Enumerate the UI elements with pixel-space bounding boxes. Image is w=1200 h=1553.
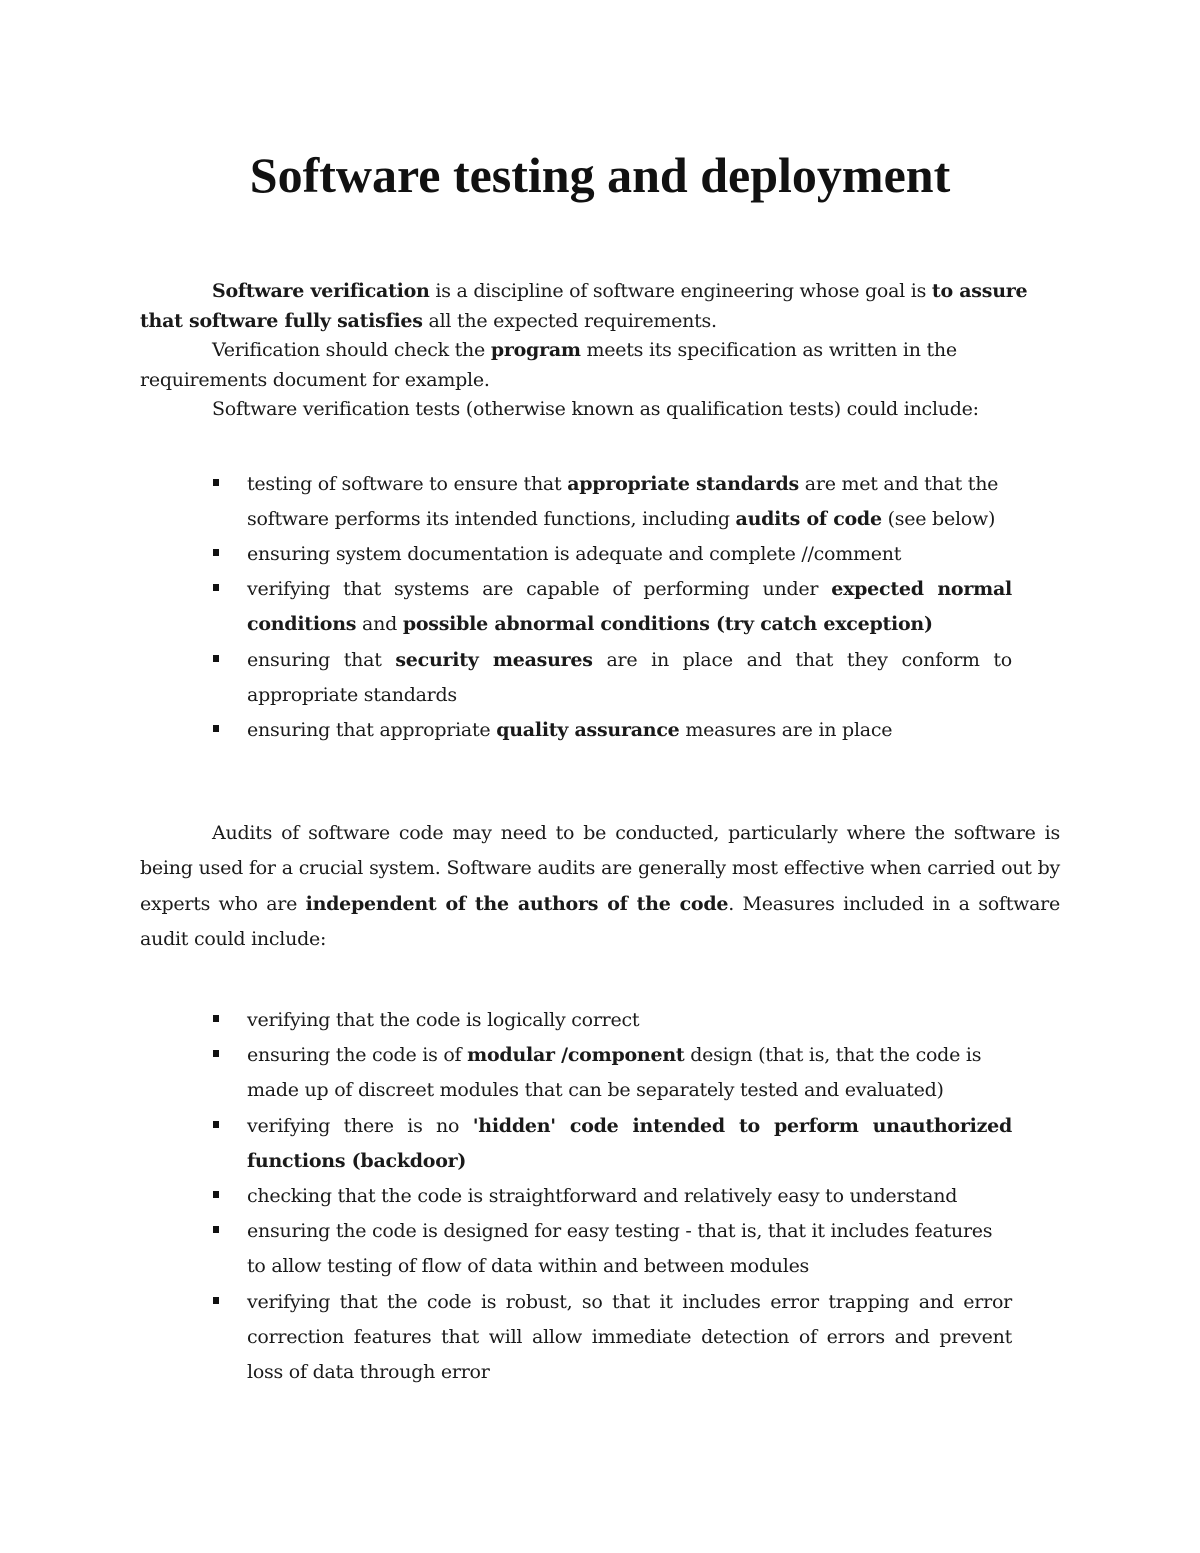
body-text: ensuring the code is of xyxy=(247,1044,468,1067)
list-item xyxy=(140,1179,1012,1214)
bold-text: audits of code xyxy=(735,507,882,530)
square-bullet-icon xyxy=(213,1226,219,1233)
square-bullet-icon xyxy=(213,655,219,662)
list-item xyxy=(140,713,1012,748)
bold-text: 'hidden' code intended to perform unauthorized functions (backdoor) xyxy=(247,1114,1012,1172)
audit-paragraph xyxy=(140,816,1060,957)
bold-text: modular /component xyxy=(467,1044,685,1067)
page-title: Software testing and deployment xyxy=(249,147,951,203)
square-bullet-icon xyxy=(213,549,219,556)
audit-measures-list xyxy=(140,1003,1060,1390)
list-item xyxy=(140,1038,1012,1108)
body-text: ensuring that xyxy=(247,648,396,671)
list-item xyxy=(140,1285,1012,1391)
intro-paragraph-tests: Software verification tests (otherwise known as qualification tests) could include: xyxy=(212,398,979,420)
intro-paragraph-definition xyxy=(140,277,1060,336)
body-text: are in place and that they conform to appropriate standards xyxy=(247,648,1012,706)
bold-text: possible abnormal conditions (try catch exception) xyxy=(402,613,933,636)
body-text: verifying that the code is robust, so that it includes error trapping and error correction features that will allow immediate detection of errors and prevent loss of data through error xyxy=(247,1290,1012,1383)
bold-text: security measures xyxy=(395,648,593,671)
list-item xyxy=(140,467,1012,537)
body-text: ensuring system documentation is adequate and complete //comment xyxy=(247,542,902,565)
square-bullet-icon xyxy=(213,584,219,591)
list-item xyxy=(140,1109,1012,1179)
body-text: measures are in place xyxy=(679,718,893,741)
bold-text: quality assurance xyxy=(496,718,680,741)
body-text: meets its specification as written in the requirements document for example. xyxy=(140,339,957,391)
body-text: verifying that the code is logically correct xyxy=(247,1008,640,1031)
list-item xyxy=(140,1214,1012,1284)
body-text: and xyxy=(356,613,403,636)
square-bullet-icon xyxy=(213,1191,219,1198)
square-bullet-icon xyxy=(213,1050,219,1057)
square-bullet-icon xyxy=(213,1015,219,1022)
list-item xyxy=(140,1003,1012,1038)
body-text: are met and that the software performs its intended functions, including xyxy=(247,472,999,530)
square-bullet-icon xyxy=(213,1121,219,1128)
document-body xyxy=(140,277,1060,1390)
list-item xyxy=(140,572,1012,642)
body-text: checking that the code is straightforward and relatively easy to understand xyxy=(247,1184,958,1207)
square-bullet-icon xyxy=(213,725,219,732)
body-text: ensuring the code is designed for easy testing - that is, that it includes features to allow testing of flow of data within and between modules xyxy=(247,1220,993,1278)
bold-text: to assure that software fully satisfies xyxy=(140,280,1028,332)
list-item xyxy=(140,537,1012,572)
verification-tests-list xyxy=(140,467,1060,749)
square-bullet-icon xyxy=(213,1297,219,1304)
list-item xyxy=(140,643,1012,713)
bold-text: expected normal conditions xyxy=(247,578,1012,636)
body-text: Audits of software code may need to be conducted, particularly where the software is being used for a crucial system. Software audits are generally most effective when carried out by experts who are xyxy=(140,822,1060,915)
bold-text: Software verification xyxy=(212,280,430,302)
body-text: Verification should check the xyxy=(212,339,491,361)
body-text: design (that is, that the code is made up of discreet modules that can be separately tested and evaluated) xyxy=(247,1044,982,1102)
body-text: ensuring that appropriate xyxy=(247,718,497,741)
bold-text: independent of the authors of the code xyxy=(305,892,729,915)
body-text: verifying that systems are capable of performing under xyxy=(247,578,832,601)
intro-paragraph-verification xyxy=(140,336,1060,395)
body-text: . Measures included in a software audit could include: xyxy=(140,892,1060,950)
body-text: (see below) xyxy=(881,507,996,530)
body-text: all the expected requirements. xyxy=(422,309,717,332)
square-bullet-icon xyxy=(213,479,219,486)
body-text: verifying there is no xyxy=(247,1114,473,1137)
body-text: testing of software to ensure that xyxy=(247,472,568,495)
bold-text: appropriate standards xyxy=(567,472,799,495)
bold-text: program xyxy=(490,339,581,361)
body-text: is a discipline of software engineering whose goal is xyxy=(429,280,932,302)
